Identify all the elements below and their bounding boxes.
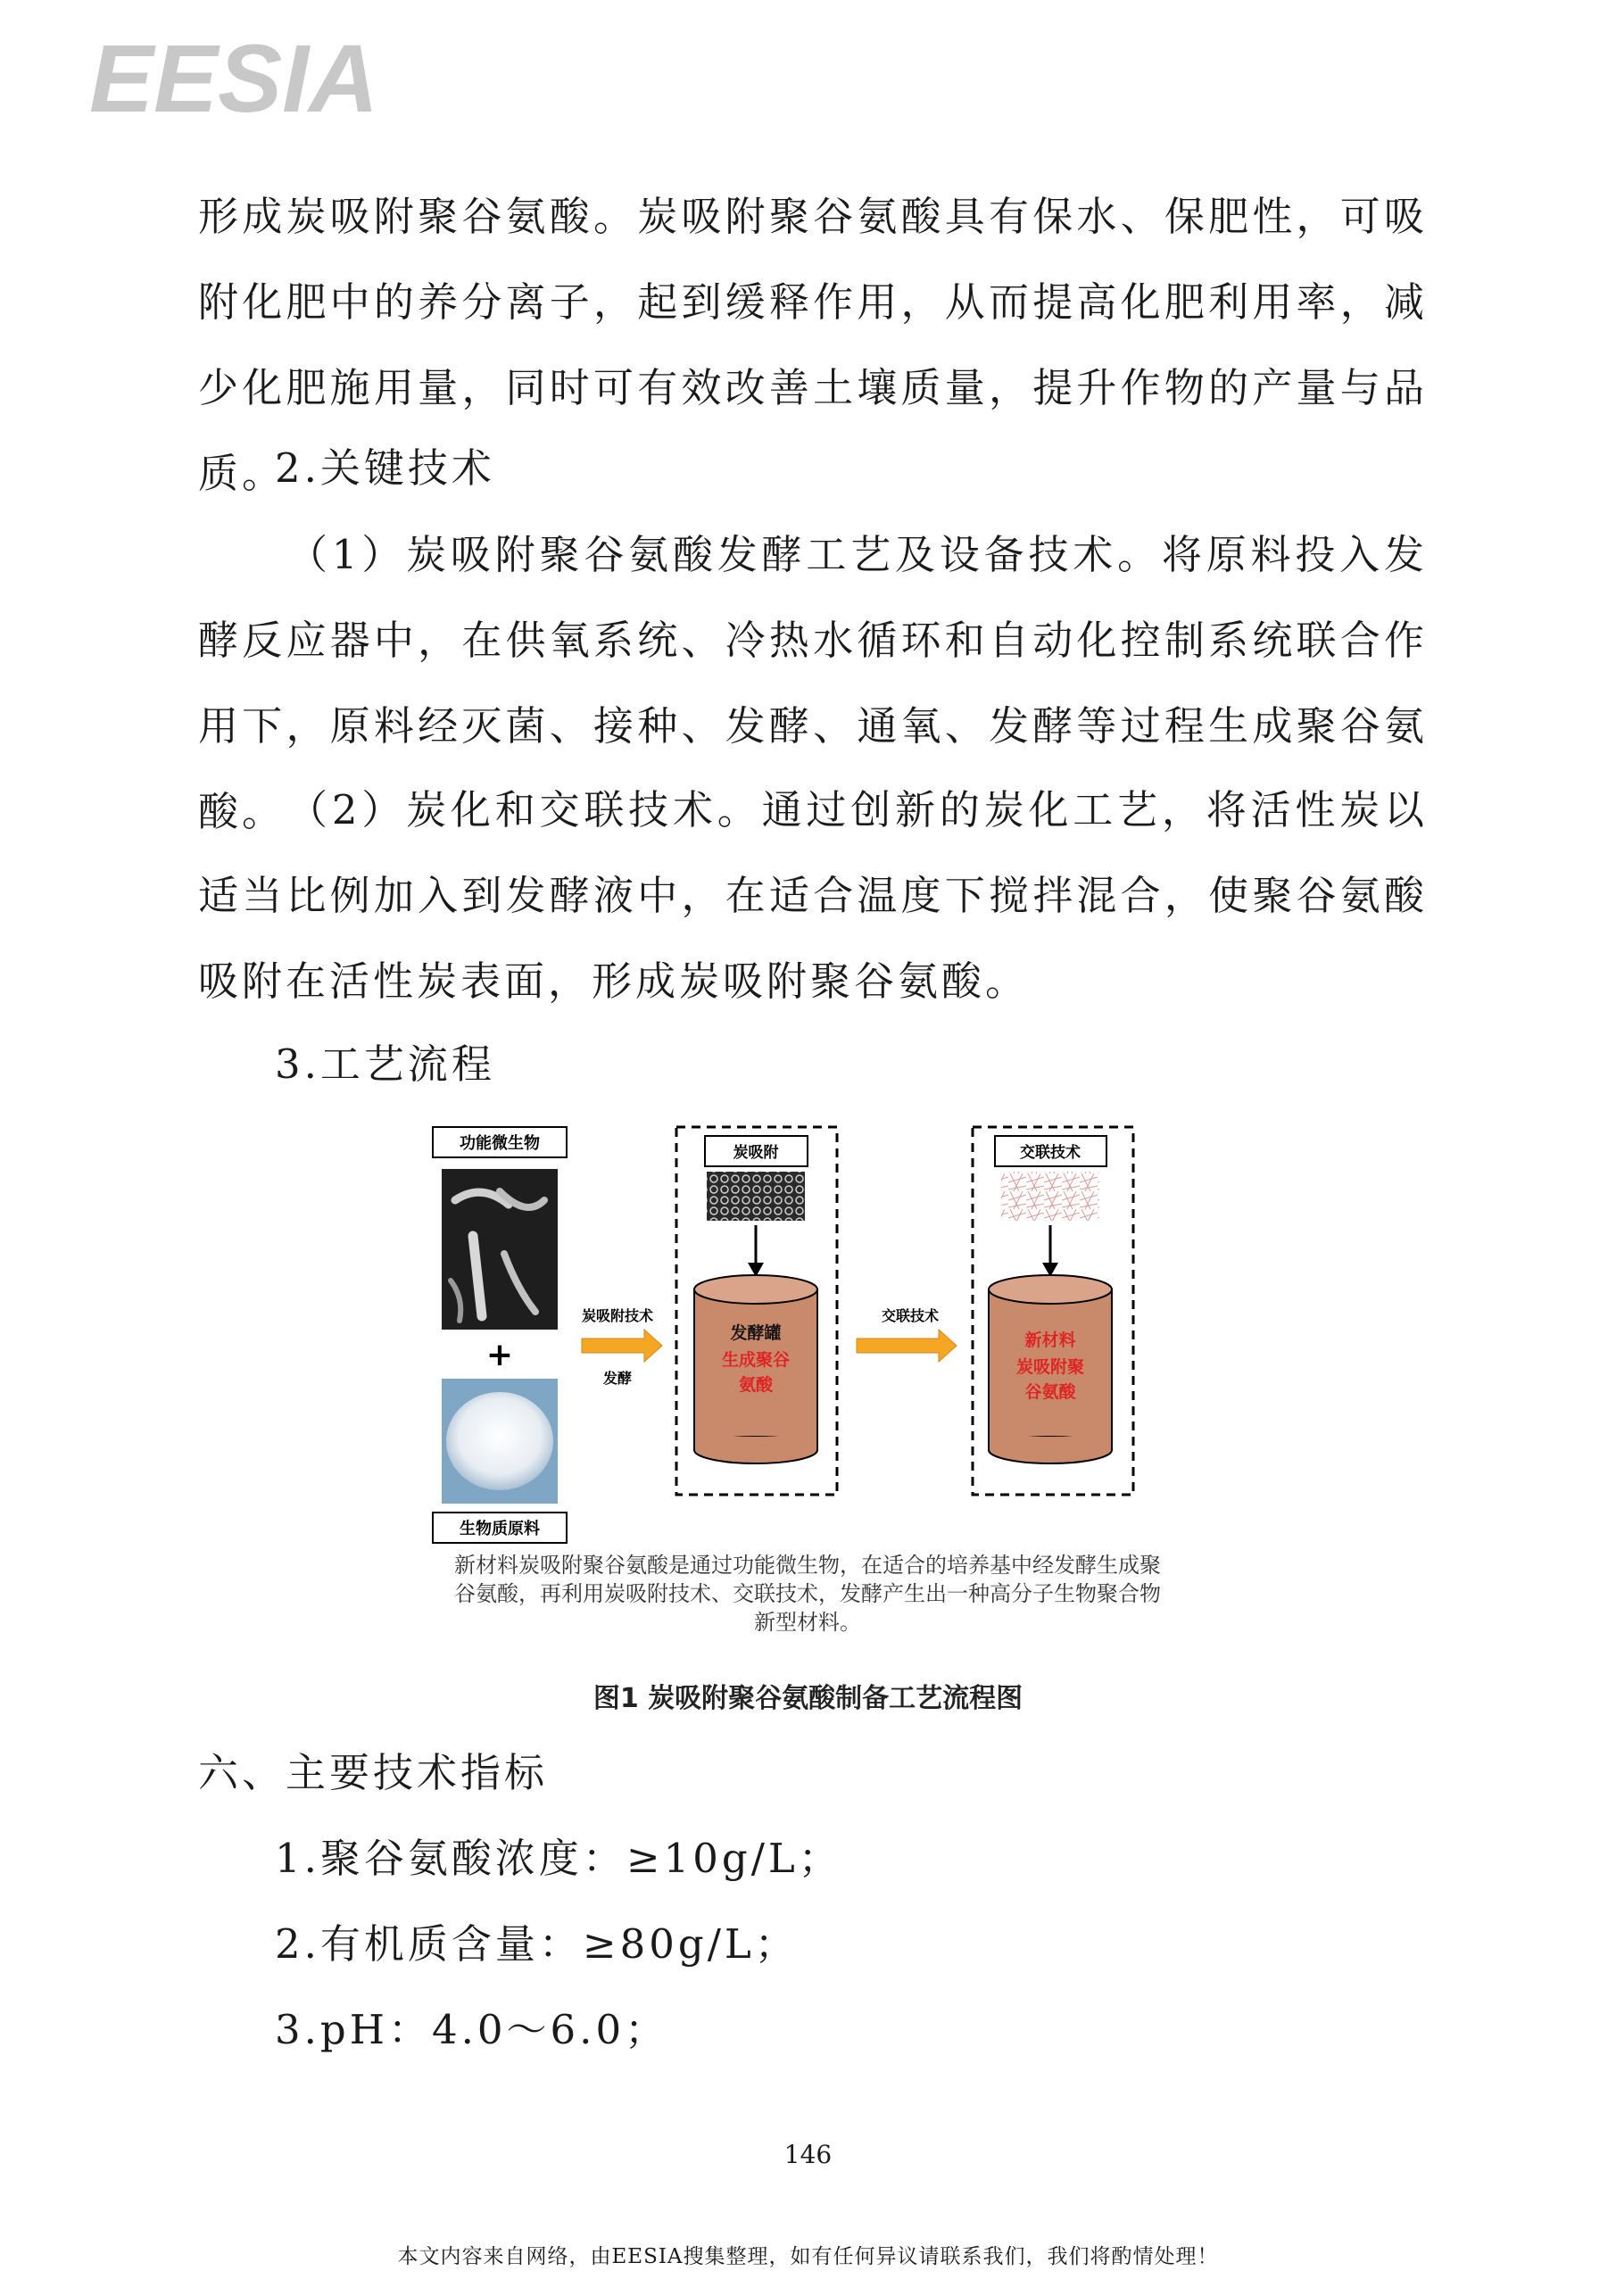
spec-item-3: 3.pH：4.0～6.0；	[275, 2006, 669, 2053]
arrow2-label-top: 交联技术	[881, 1307, 940, 1324]
footer-disclaimer: 本文内容来自网络，由EESIA搜集整理，如有任何异议请联系我们，我们将酌情处理！	[397, 2245, 1219, 2268]
tank1-title: 发酵罐	[730, 1323, 782, 1343]
biomass-label: 生物质原料	[460, 1520, 540, 1538]
arrow1-label-bottom: 发酵	[602, 1370, 633, 1387]
spec-item-1: 1.聚谷氨酸浓度：≥10g/L；	[275, 1835, 842, 1882]
section-6-title: 六、主要技术指标	[198, 1749, 549, 1796]
eesia-logo	[89, 27, 393, 125]
tank2-text-line3: 谷氨酸	[1024, 1382, 1076, 1402]
carbon-adsorb-label: 炭吸附	[733, 1144, 779, 1162]
microbe-image	[442, 1169, 558, 1330]
crosslink-network-image	[1001, 1172, 1099, 1221]
tank2-text-line2: 炭吸附聚	[1015, 1357, 1085, 1377]
figure-caption: 图1 炭吸附聚谷氨酸制备工艺流程图	[593, 1683, 1023, 1714]
spec-item-2: 2.有机质含量：≥80g/L；	[275, 1920, 799, 1968]
crosslink-label: 交联技术	[1020, 1144, 1081, 1162]
arrow-right-icon-2	[857, 1330, 957, 1362]
biomass-image	[442, 1379, 558, 1504]
arrow1-label-top: 炭吸附技术	[581, 1307, 654, 1324]
heading-process: 3.工艺流程	[275, 1040, 495, 1088]
page-number: 146	[783, 2140, 833, 2169]
tank2-text-line1: 新材料	[1024, 1330, 1076, 1350]
tank1-text-line2: 生成聚谷	[721, 1350, 791, 1370]
paragraph-2: （1）炭吸附聚谷氨酸发酵工艺及设备技术。将原料投入发酵反应器中，在供氧系统、冷热水循环和自动化控制系统联合作用下，原料经灭菌、接种、发酵、通氧、发酵等过程生成聚谷氨酸。	[198, 531, 1428, 835]
carbon-mesh-image	[707, 1172, 805, 1221]
tank1-text-line3: 氨酸	[738, 1375, 774, 1395]
figure-note: 新材料炭吸附聚谷氨酸是通过功能微生物，在适合的培养基中经发酵生成聚谷氨酸，再利用炭吸附技术、交联技术，发酵产生出一种高分子生物聚合物新型材料。	[454, 1553, 1161, 1635]
arrow-right-icon	[582, 1330, 662, 1362]
logo-text: EESIA	[89, 27, 379, 125]
heading-key-tech: 2.关键技术	[275, 444, 495, 492]
paragraph-3: （2）炭化和交联技术。通过创新的炭化工艺，将活性炭以适当比例加入到发酵液中，在适合温度下搅拌混合，使聚谷氨酸吸附在活性炭表面，形成炭吸附聚谷氨酸。	[198, 786, 1428, 1005]
microbe-label: 功能微生物	[460, 1134, 540, 1153]
paragraph-1: 形成炭吸附聚谷氨酸。炭吸附聚谷氨酸具有保水、保肥性，可吸附化肥中的养分离子，起到缓释作用，从而提高化肥利用率，减少化肥施用量，同时可有效改善土壤质量，提升作物的产量与品质。	[198, 193, 1428, 497]
plus-sign: +	[485, 1337, 514, 1373]
